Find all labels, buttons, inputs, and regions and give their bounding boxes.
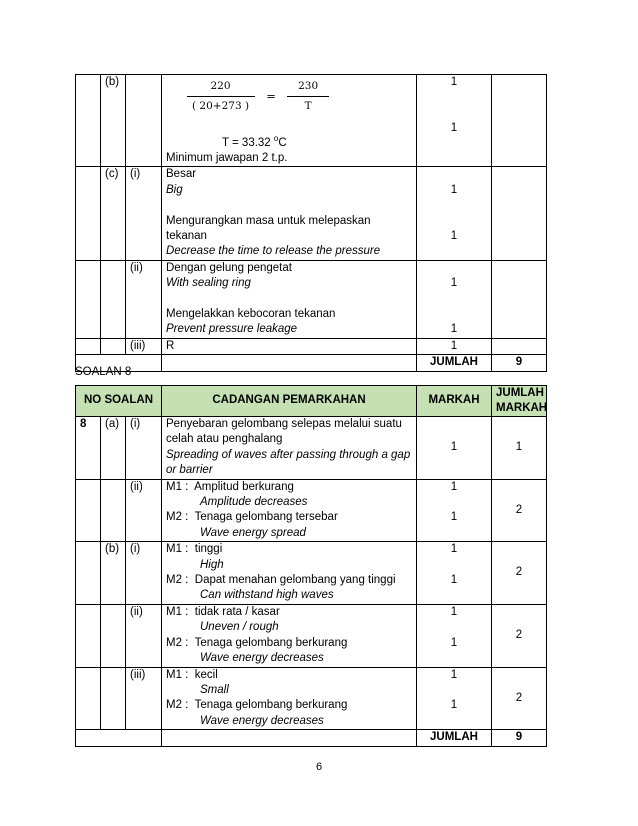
answer-cell: M1 : tidak rata / kasar Uneven / rough M2 : Tenaga gelombang berkurang Wave energy decreases [162, 604, 417, 667]
mark-cell: 1 [417, 338, 492, 354]
answer-cell [162, 75, 417, 167]
header-jumlah: JUMLAH MARKAH [492, 386, 547, 417]
total-value: 9 [492, 730, 547, 746]
header-cadangan: CADANGAN PEMARKAHAN [162, 386, 417, 417]
table-row [76, 667, 547, 730]
table-row [76, 542, 547, 605]
answer-cell: Dengan gelung pengetat With sealing ring Mengelakkan kebocoran tekanan Prevent pressure leakage [162, 260, 417, 338]
table-row [76, 260, 547, 338]
subpart-label: (iii) [126, 338, 162, 354]
subtotal-cell: 1 [492, 417, 547, 480]
fraction-left: $\frac{220}{( 20+273 )}$ [186, 79, 255, 115]
question-number: 8 [76, 417, 101, 480]
subpart-label: (i) [126, 167, 162, 260]
total-label: JUMLAH [417, 355, 492, 371]
subpart-label: (ii) [126, 479, 162, 542]
part-label: (a) [101, 417, 126, 480]
header-markah: MARKAH [417, 386, 492, 417]
marking-table-soalan-8 [75, 385, 547, 747]
mark-cell: 1 1 [417, 667, 492, 730]
header-no-soalan: NO SOALAN [76, 386, 162, 417]
equation: $\frac{220}{( 20+273 )}$ = $\frac{230}{T}$ [166, 79, 412, 115]
fraction-right: $\frac{230}{T}$ [287, 79, 329, 115]
header-row [76, 386, 547, 417]
part-label: (b) [101, 542, 126, 605]
total-row [76, 730, 547, 746]
answer-cell: Besar Big Mengurangkan masa untuk melepaskan tekanan Decrease the time to release the pressure [162, 167, 417, 260]
mark-cell: 1 1 [417, 542, 492, 605]
section-label: SOALAN 8 [75, 366, 132, 378]
subpart-label: (i) [126, 417, 162, 480]
marking-table-previous [75, 74, 547, 372]
table-row [76, 75, 547, 167]
total-value: 9 [492, 355, 547, 371]
table-row [76, 338, 547, 354]
subtotal-cell: 2 [492, 667, 547, 730]
part-label: (c) [101, 167, 126, 260]
total-row [76, 355, 547, 371]
subtotal-cell: 2 [492, 479, 547, 542]
page-number: 6 [315, 761, 323, 773]
subpart-label: (ii) [126, 260, 162, 338]
total-label: JUMLAH [417, 730, 492, 746]
part-label: (b) [101, 75, 126, 167]
mark-cell: 1 1 [417, 167, 492, 260]
note-text: Minimum jawapan 2 t.p. [166, 152, 288, 165]
answer-cell: M1 : kecil Small M2 : Tenaga gelombang berkurang Wave energy decreases [162, 667, 417, 730]
subtotal-cell: 2 [492, 542, 547, 605]
mark-cell: 1 1 [417, 479, 492, 542]
result-line: T = 33.32 $^o$C [222, 133, 287, 149]
table-row [76, 417, 547, 480]
table-row [76, 167, 547, 260]
mark-cell: 1 1 [417, 260, 492, 338]
mark-cell: 1 1 [417, 75, 492, 167]
table-row [76, 604, 547, 667]
subpart-label: (iii) [126, 667, 162, 730]
subtotal-cell: 2 [492, 604, 547, 667]
answer-cell: M1 : Amplitud berkurang Amplitude decreases M2 : Tenaga gelombang tersebar Wave energy spread [162, 479, 417, 542]
mark-cell: 1 1 [417, 604, 492, 667]
answer-cell: R [162, 338, 417, 354]
subpart-label: (ii) [126, 604, 162, 667]
answer-cell: M1 : tinggi High M2 : Dapat menahan gelombang yang tinggi Can withstand high waves [162, 542, 417, 605]
subpart-label: (i) [126, 542, 162, 605]
answer-cell: Penyebaran gelombang selepas melalui suatu celah atau penghalang Spreading of waves after passing through a gap or barrier [162, 417, 417, 480]
mark-cell: 1 [417, 417, 492, 480]
table-row [76, 479, 547, 542]
